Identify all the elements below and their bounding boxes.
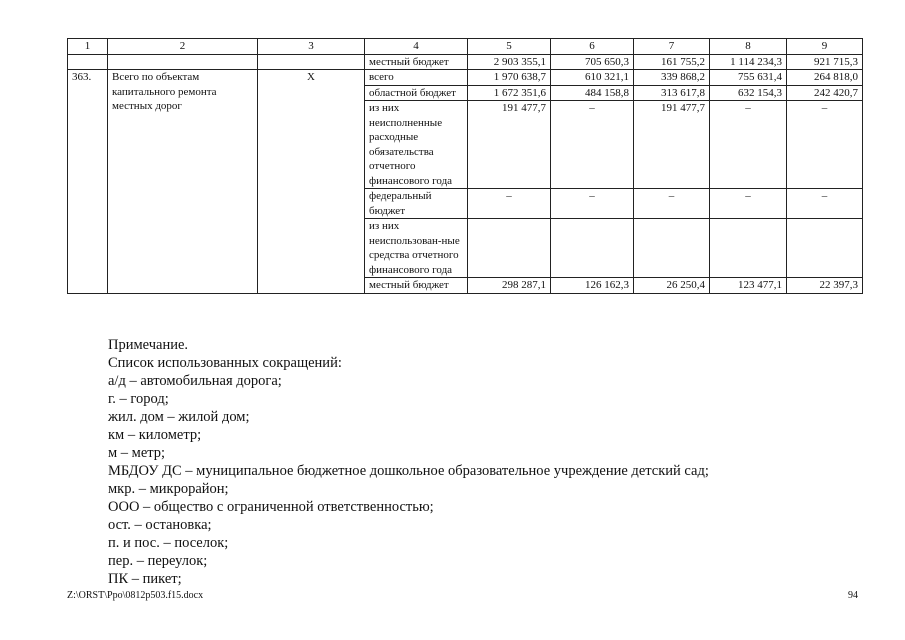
cell-value: – bbox=[787, 101, 863, 189]
cell-value: – bbox=[468, 189, 551, 219]
col-number: 9 bbox=[787, 39, 863, 55]
row-label: федеральный бюджет bbox=[365, 189, 468, 219]
row-label: областной бюджет bbox=[365, 85, 468, 101]
table-row bbox=[68, 70, 863, 86]
footer-file-path: Z:\ORST\Ppo\0812p503.f15.docx bbox=[67, 590, 204, 601]
cell-value bbox=[468, 219, 551, 278]
cell-value bbox=[551, 219, 634, 278]
note-line: м – метр; bbox=[108, 445, 166, 461]
cell-value: 264 818,0 bbox=[787, 70, 863, 86]
cell-value: – bbox=[551, 189, 634, 219]
cell-value: 126 162,3 bbox=[551, 278, 634, 294]
col-number: 8 bbox=[710, 39, 787, 55]
note-line: Список использованных сокращений: bbox=[108, 355, 342, 371]
cell-value: – bbox=[710, 101, 787, 189]
note-line: жил. дом – жилой дом; bbox=[108, 409, 250, 425]
entry-name: Всего по объектам капитального ремонта местных дорог bbox=[108, 70, 258, 294]
cell-value: 755 631,4 bbox=[710, 70, 787, 86]
column-number-row bbox=[68, 39, 863, 55]
note-line: ПК – пикет; bbox=[108, 571, 182, 587]
row-label: всего bbox=[365, 70, 468, 86]
note-line: а/д – автомобильная дорога; bbox=[108, 373, 282, 389]
budget-table bbox=[67, 38, 863, 294]
col-number: 4 bbox=[365, 39, 468, 55]
cell-value: – bbox=[787, 189, 863, 219]
footer-page-number: 94 bbox=[848, 590, 858, 601]
cell-value: 26 250,4 bbox=[634, 278, 710, 294]
row-label: местный бюджет bbox=[365, 54, 468, 70]
col-number: 7 bbox=[634, 39, 710, 55]
cell-value bbox=[710, 219, 787, 278]
col-number: 6 bbox=[551, 39, 634, 55]
col-number: 5 bbox=[468, 39, 551, 55]
cell-value: 191 477,7 bbox=[634, 101, 710, 189]
col-number: 3 bbox=[258, 39, 365, 55]
entry-col3: Х bbox=[258, 70, 365, 294]
note-line: п. и пос. – поселок; bbox=[108, 535, 229, 551]
note-line: пер. – переулок; bbox=[108, 553, 208, 569]
cell-value: 1 672 351,6 bbox=[468, 85, 551, 101]
cell-value: 191 477,7 bbox=[468, 101, 551, 189]
entry-number: 363. bbox=[68, 70, 108, 294]
cell-value: 298 287,1 bbox=[468, 278, 551, 294]
cell-value: – bbox=[710, 189, 787, 219]
cell-value: 22 397,3 bbox=[787, 278, 863, 294]
cell-value: 1 970 638,7 bbox=[468, 70, 551, 86]
cell-value: 123 477,1 bbox=[710, 278, 787, 294]
cell-value: 705 650,3 bbox=[551, 54, 634, 70]
cell-value: 339 868,2 bbox=[634, 70, 710, 86]
cell-value: 632 154,3 bbox=[710, 85, 787, 101]
cell-value: 313 617,8 bbox=[634, 85, 710, 101]
cell-value: 921 715,3 bbox=[787, 54, 863, 70]
cell-value: 242 420,7 bbox=[787, 85, 863, 101]
table-row bbox=[68, 54, 863, 70]
col-number: 2 bbox=[108, 39, 258, 55]
note-line: МБДОУ ДС – муниципальное бюджетное дошкольное образовательное учреждение детский сад; bbox=[108, 463, 709, 479]
note-line: ост. – остановка; bbox=[108, 517, 212, 533]
row-label: из них неиспользован-ные средства отчетного финансового года bbox=[365, 219, 468, 278]
cell-value bbox=[634, 219, 710, 278]
notes-section bbox=[108, 336, 868, 588]
note-line: мкр. – микрорайон; bbox=[108, 481, 229, 497]
note-line: ООО – общество с ограниченной ответственностью; bbox=[108, 499, 434, 515]
row-label: из них неисполненные расходные обязательства отчетного финансового года bbox=[365, 101, 468, 189]
cell-value: 161 755,2 bbox=[634, 54, 710, 70]
note-line: км – километр; bbox=[108, 427, 202, 443]
cell-value: – bbox=[551, 101, 634, 189]
cell-value: 1 114 234,3 bbox=[710, 54, 787, 70]
note-line: г. – город; bbox=[108, 391, 169, 407]
cell-value: – bbox=[634, 189, 710, 219]
notes-title: Примечание. bbox=[108, 337, 189, 353]
cell-value: 484 158,8 bbox=[551, 85, 634, 101]
cell-value bbox=[787, 219, 863, 278]
cell-value: 610 321,1 bbox=[551, 70, 634, 86]
row-label: местный бюджет bbox=[365, 278, 468, 294]
cell-value: 2 903 355,1 bbox=[468, 54, 551, 70]
col-number: 1 bbox=[68, 39, 108, 55]
